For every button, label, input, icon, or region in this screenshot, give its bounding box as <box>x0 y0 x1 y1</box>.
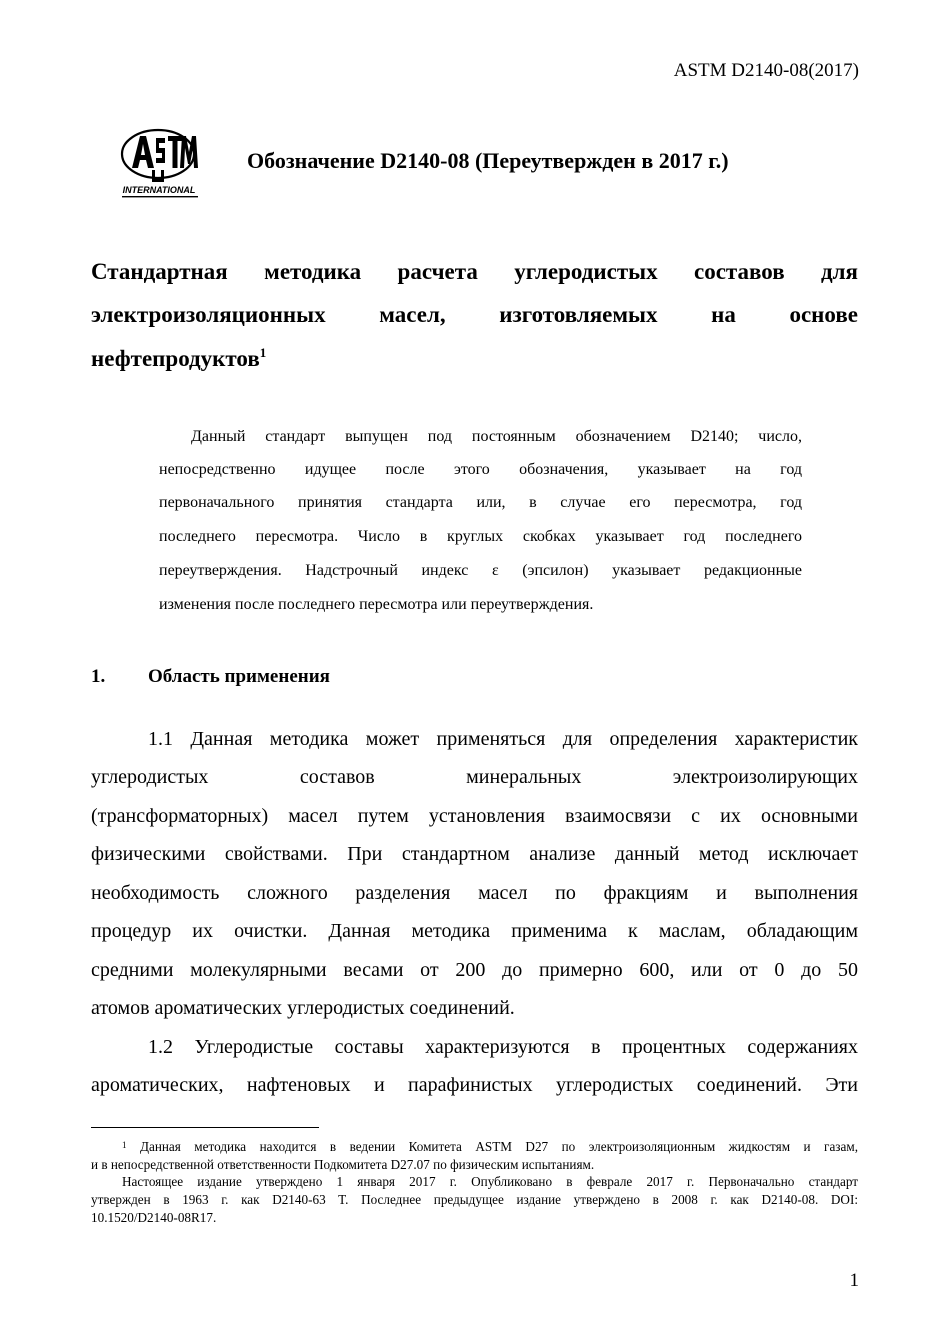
paragraph-line: средними молекулярными весами от 200 до примерно 600, или от 0 до 50 <box>91 959 858 981</box>
paragraph-line: углеродистых составов минеральных электроизолирующих <box>91 766 858 788</box>
paragraph-line: физическими свойствами. При стандартном анализе данный метод исключает <box>91 843 858 865</box>
paragraph-line: 1.1 Данная методика может применяться для определения характеристик <box>148 728 858 750</box>
footnote-line: утвержден в 1963 г. как D2140-63 T. Последнее предыдущее издание утверждено в 2008 г. как D2140-08. DOI: <box>91 1192 858 1207</box>
title-line: Стандартная методика расчета углеродистых составов для <box>91 259 858 284</box>
footnote-text: Данная методика находится в ведении Комитета ASTM D27 по электроизоляционным жидкостям и газам, <box>139 1139 858 1154</box>
footnote-line: и в непосредственной ответственности Подкомитета D27.07 по физическим испытаниям. <box>91 1157 595 1172</box>
document-code: ASTM D2140-08(2017) <box>673 60 859 81</box>
title-text: нефтепродуктов <box>91 346 260 371</box>
astm-logo-icon <box>118 124 202 200</box>
standard-note-line: изменения после последнего пересмотра или переутверждения. <box>159 596 594 613</box>
footnote-mark: 1 <box>122 1140 127 1150</box>
page-number: 1 <box>849 1270 859 1291</box>
designation: Обозначение D2140-08 (Переутвержден в 2017 г.) <box>247 148 729 173</box>
paragraph-line: процедур их очистки. Данная методика применима к маслам, обладающим <box>91 920 858 942</box>
paragraph-line: ароматических, нафтеновых и парафинистых углеродистых соединений. Эти <box>91 1074 858 1096</box>
paragraph-line: (трансформаторных) масел путем установления взаимосвязи с их основными <box>91 805 858 827</box>
paragraph-line: 1.2 Углеродистые составы характеризуются в процентных содержаниях <box>148 1036 858 1058</box>
astm-logo <box>118 124 202 200</box>
standard-note-line: непосредственно идущее после этого обозначения, указывает на год <box>159 461 802 478</box>
paragraph-line: атомов ароматических углеродистых соединений. <box>91 997 515 1019</box>
paragraph-line: необходимость сложного разделения масел по фракциям и выполнения <box>91 882 858 904</box>
standard-note-line: переутверждения. Надстрочный индекс ε (эпсилон) указывает редакционные <box>159 562 802 579</box>
footnote-line: 10.1520/D2140-08R17. <box>91 1210 217 1225</box>
standard-note-line: последнего пересмотра. Число в круглых скобках указывает год последнего <box>159 528 802 545</box>
footnote-line <box>91 1139 858 1155</box>
standard-note-line: первоначального принятия стандарта или, в случае его пересмотра, год <box>159 494 802 511</box>
footnote-line: Настоящее издание утверждено 1 января 2017 г. Опубликовано в феврале 2017 г. Первоначально стандарт <box>122 1174 858 1189</box>
title-line-last <box>91 344 858 374</box>
title-line: электроизоляционных масел, изготовляемых на основе <box>91 302 858 327</box>
section-number: 1. <box>91 666 106 687</box>
section-title: Область применения <box>148 666 330 687</box>
standard-note-line: Данный стандарт выпущен под постоянным обозначением D2140; число, <box>191 428 802 445</box>
footnote-divider <box>91 1127 319 1128</box>
title-footnote-mark: 1 <box>259 345 267 360</box>
svg-text:INTERNATIONAL: INTERNATIONAL <box>122 185 196 195</box>
